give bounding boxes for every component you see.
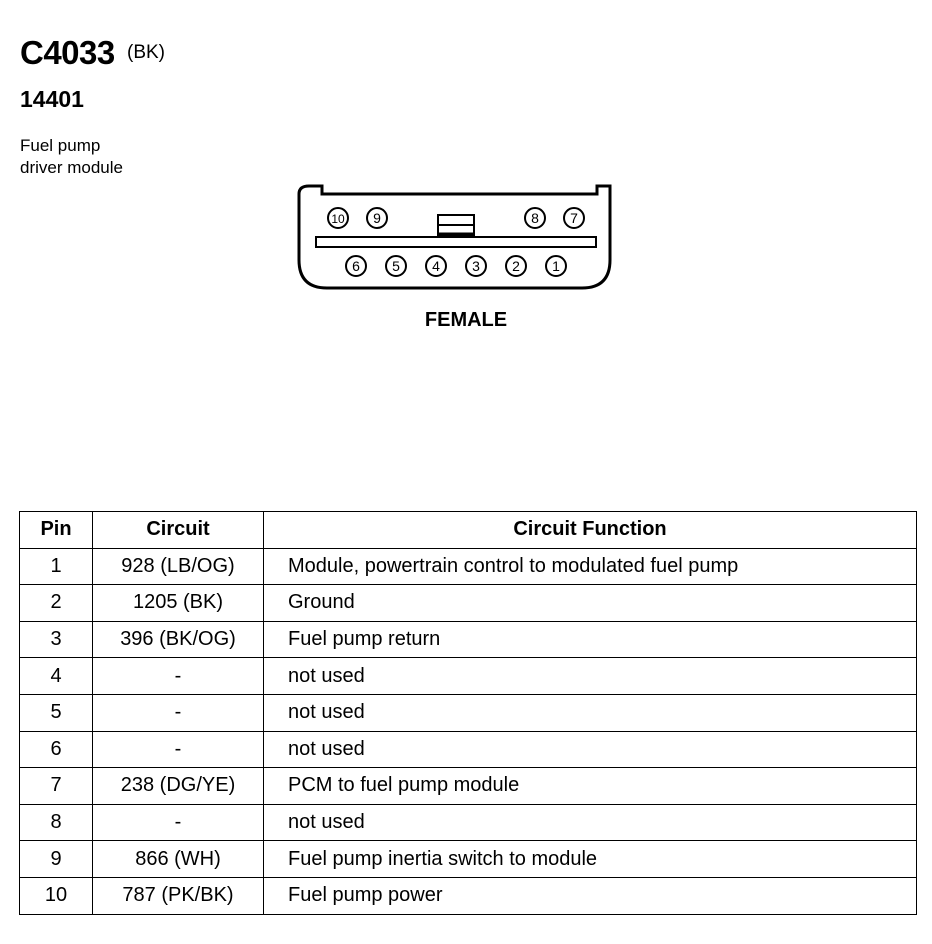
connector-pin-number: 10 — [331, 212, 345, 226]
table-header-row — [20, 512, 917, 549]
pin-cell: 4 — [20, 658, 93, 695]
function-cell: not used — [264, 658, 917, 695]
connector-pin — [426, 256, 446, 276]
connector-pin-number: 4 — [432, 258, 440, 274]
header-circuit-function: Circuit Function — [264, 512, 917, 549]
connector-pin-number: 7 — [570, 210, 578, 226]
pin-cell: 7 — [20, 768, 93, 805]
table-row — [20, 548, 917, 585]
pinout-table — [19, 511, 917, 915]
header-circuit: Circuit — [93, 512, 264, 549]
connector-pin — [525, 208, 545, 228]
pin-cell: 9 — [20, 841, 93, 878]
connector-pin — [466, 256, 486, 276]
circuit-cell: 866 (WH) — [93, 841, 264, 878]
function-cell: Ground — [264, 585, 917, 622]
connector-pin — [506, 256, 526, 276]
connector-face-diagram — [0, 0, 932, 300]
pin-cell: 10 — [20, 877, 93, 914]
connector-pin — [367, 208, 387, 228]
circuit-cell: - — [93, 731, 264, 768]
connector-pin — [346, 256, 366, 276]
table-row — [20, 658, 917, 695]
connector-color-code: (BK) — [127, 42, 165, 63]
connector-divider-bar — [316, 237, 596, 247]
function-cell: PCM to fuel pump module — [264, 768, 917, 805]
function-cell: not used — [264, 731, 917, 768]
connector-id: C4033 — [20, 34, 115, 71]
pin-cell: 6 — [20, 731, 93, 768]
function-cell: Fuel pump power — [264, 877, 917, 914]
connector-pin-number: 3 — [472, 258, 480, 274]
connector-latch-key — [438, 215, 474, 235]
connector-pin-number: 8 — [531, 210, 539, 226]
connector-pin — [386, 256, 406, 276]
part-number: 14401 — [20, 86, 84, 112]
table-row — [20, 877, 917, 914]
component-description-line1: Fuel pump — [20, 136, 101, 155]
function-cell: not used — [264, 694, 917, 731]
table-row — [20, 731, 917, 768]
table-row — [20, 585, 917, 622]
circuit-cell: - — [93, 804, 264, 841]
table-row — [20, 804, 917, 841]
header-pin: Pin — [20, 512, 93, 549]
table-row — [20, 841, 917, 878]
circuit-cell: 787 (PK/BK) — [93, 877, 264, 914]
connector-pin-number: 9 — [373, 210, 381, 226]
function-cell: Fuel pump inertia switch to module — [264, 841, 917, 878]
function-cell: Module, powertrain control to modulated fuel pump — [264, 548, 917, 585]
circuit-cell: - — [93, 658, 264, 695]
connector-pin-number: 2 — [512, 258, 520, 274]
pin-cell: 2 — [20, 585, 93, 622]
connector-pin-number: 5 — [392, 258, 400, 274]
connector-pin — [546, 256, 566, 276]
connector-pin — [564, 208, 584, 228]
function-cell: not used — [264, 804, 917, 841]
circuit-cell: 396 (BK/OG) — [93, 621, 264, 658]
table-row — [20, 768, 917, 805]
circuit-cell: 238 (DG/YE) — [93, 768, 264, 805]
pin-cell: 5 — [20, 694, 93, 731]
connector-pin — [328, 208, 348, 228]
pin-cell: 1 — [20, 548, 93, 585]
connector-pin-number: 6 — [352, 258, 360, 274]
pin-cell: 3 — [20, 621, 93, 658]
connector-gender-label: FEMALE — [424, 309, 508, 331]
circuit-cell: - — [93, 694, 264, 731]
pin-cell: 8 — [20, 804, 93, 841]
connector-pin-number: 1 — [552, 258, 560, 274]
component-description-line2: driver module — [20, 158, 123, 177]
table-row — [20, 694, 917, 731]
circuit-cell: 928 (LB/OG) — [93, 548, 264, 585]
circuit-cell: 1205 (BK) — [93, 585, 264, 622]
function-cell: Fuel pump return — [264, 621, 917, 658]
table-row — [20, 621, 917, 658]
